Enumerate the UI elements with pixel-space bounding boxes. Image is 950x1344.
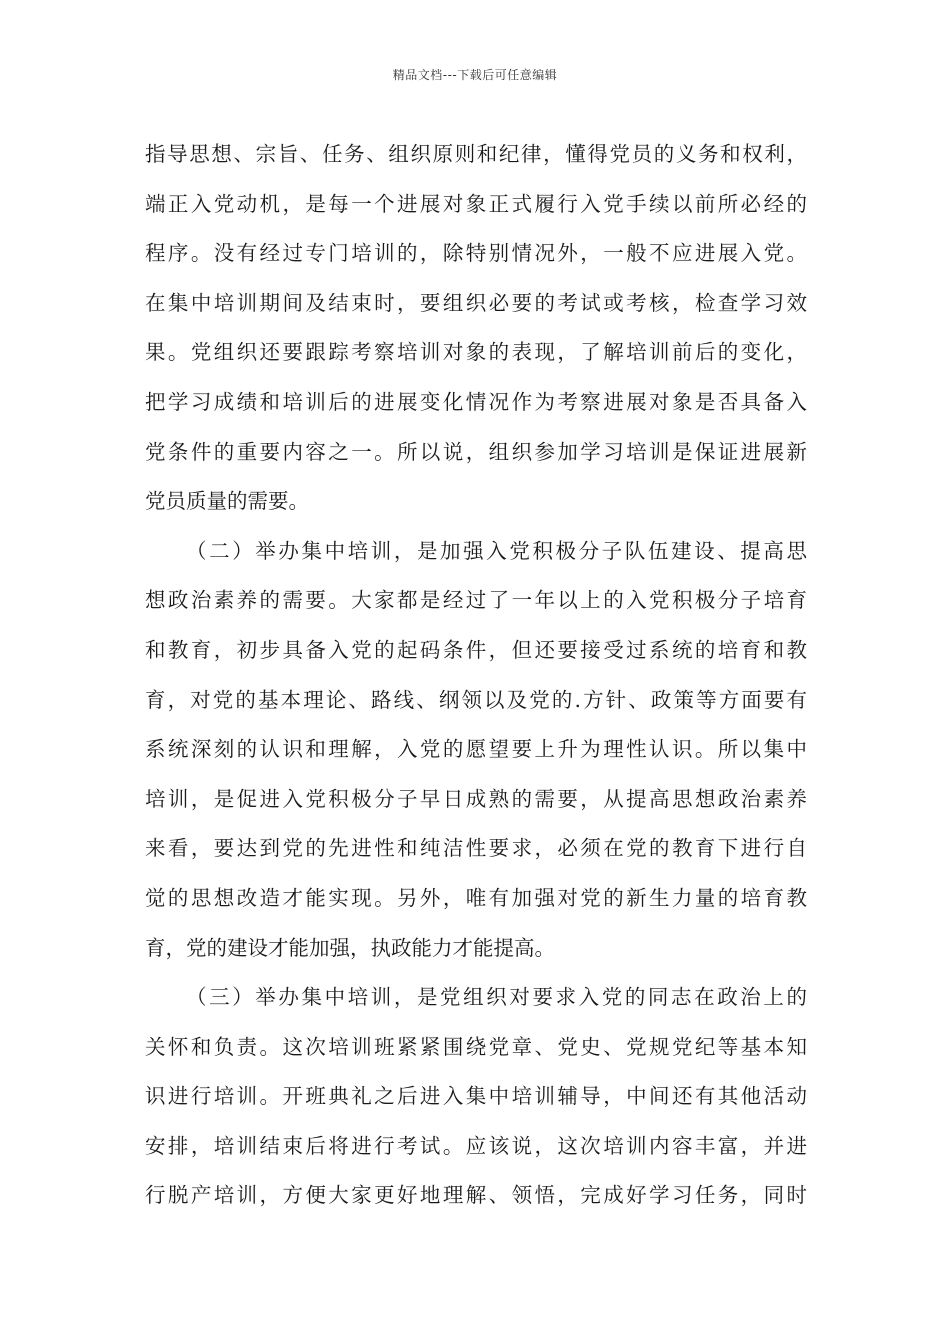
text-line: 培训，是促进入党积极分子早日成熟的需要，从提高思想政治素养 [145, 786, 807, 811]
text-line: 育，对党的基本理论、路线、纲领以及党的.方针、政策等方面要有 [145, 687, 807, 712]
page-header: 精品文档---下载后可任意编辑 [392, 68, 558, 82]
document-body [145, 130, 807, 1221]
text-line: 育，党的建设才能加强，执政能力才能提高。 [145, 935, 555, 960]
text-line: 识进行培训。开班典礼之后进入集中培训辅导，中间还有其他活动 [145, 1084, 807, 1109]
text-line: 和教育，初步具备入党的起码条件，但还要接受过系统的培育和教 [145, 637, 807, 662]
paragraph-first-line: （三）举办集中培训，是党组织对要求入党的同志在政治上的 [186, 985, 807, 1010]
text-line: 想政治素养的需要。大家都是经过了一年以上的入党积极分子培育 [145, 588, 807, 613]
text-line: 指导思想、宗旨、任务、组织原则和纪律，懂得党员的义务和权利， [145, 142, 807, 166]
text-line: 把学习成绩和培训后的进展变化情况作为考察进展对象是否具备入 [145, 389, 807, 414]
text-line: 党条件的重要内容之一。所以说，组织参加学习培训是保证进展新 [145, 439, 807, 464]
text-line: 党员质量的需要。 [145, 489, 309, 514]
text-line: 果。党组织还要跟踪考察培训对象的表现，了解培训前后的变化， [145, 340, 807, 365]
text-line: 安排，培训结束后将进行考试。应该说，这次培训内容丰富，并进 [145, 1133, 807, 1158]
text-line: 行脱产培训，方便大家更好地理解、领悟，完成好学习任务，同时 [145, 1183, 807, 1208]
text-line: 关怀和负责。这次培训班紧紧围绕党章、党史、党规党纪等基本知 [145, 1034, 807, 1059]
text-line: 系统深刻的认识和理解，入党的愿望要上升为理性认识。所以集中 [145, 737, 807, 762]
text-line: 端正入党动机，是每一个进展对象正式履行入党手续以前所必经的 [145, 191, 807, 216]
text-line: 程序。没有经过专门培训的，除特别情况外，一般不应进展入党。 [145, 241, 807, 266]
text-line: 来看，要达到党的先进性和纯洁性要求，必须在党的教育下进行自 [145, 836, 807, 861]
paragraph-first-line: （二）举办集中培训，是加强入党积极分子队伍建设、提高思 [186, 538, 807, 563]
text-line: 觉的思想改造才能实现。另外，唯有加强对党的新生力量的培育教 [145, 885, 807, 910]
text-line: 在集中培训期间及结束时，要组织必要的考试或考核，检查学习效 [145, 290, 807, 315]
